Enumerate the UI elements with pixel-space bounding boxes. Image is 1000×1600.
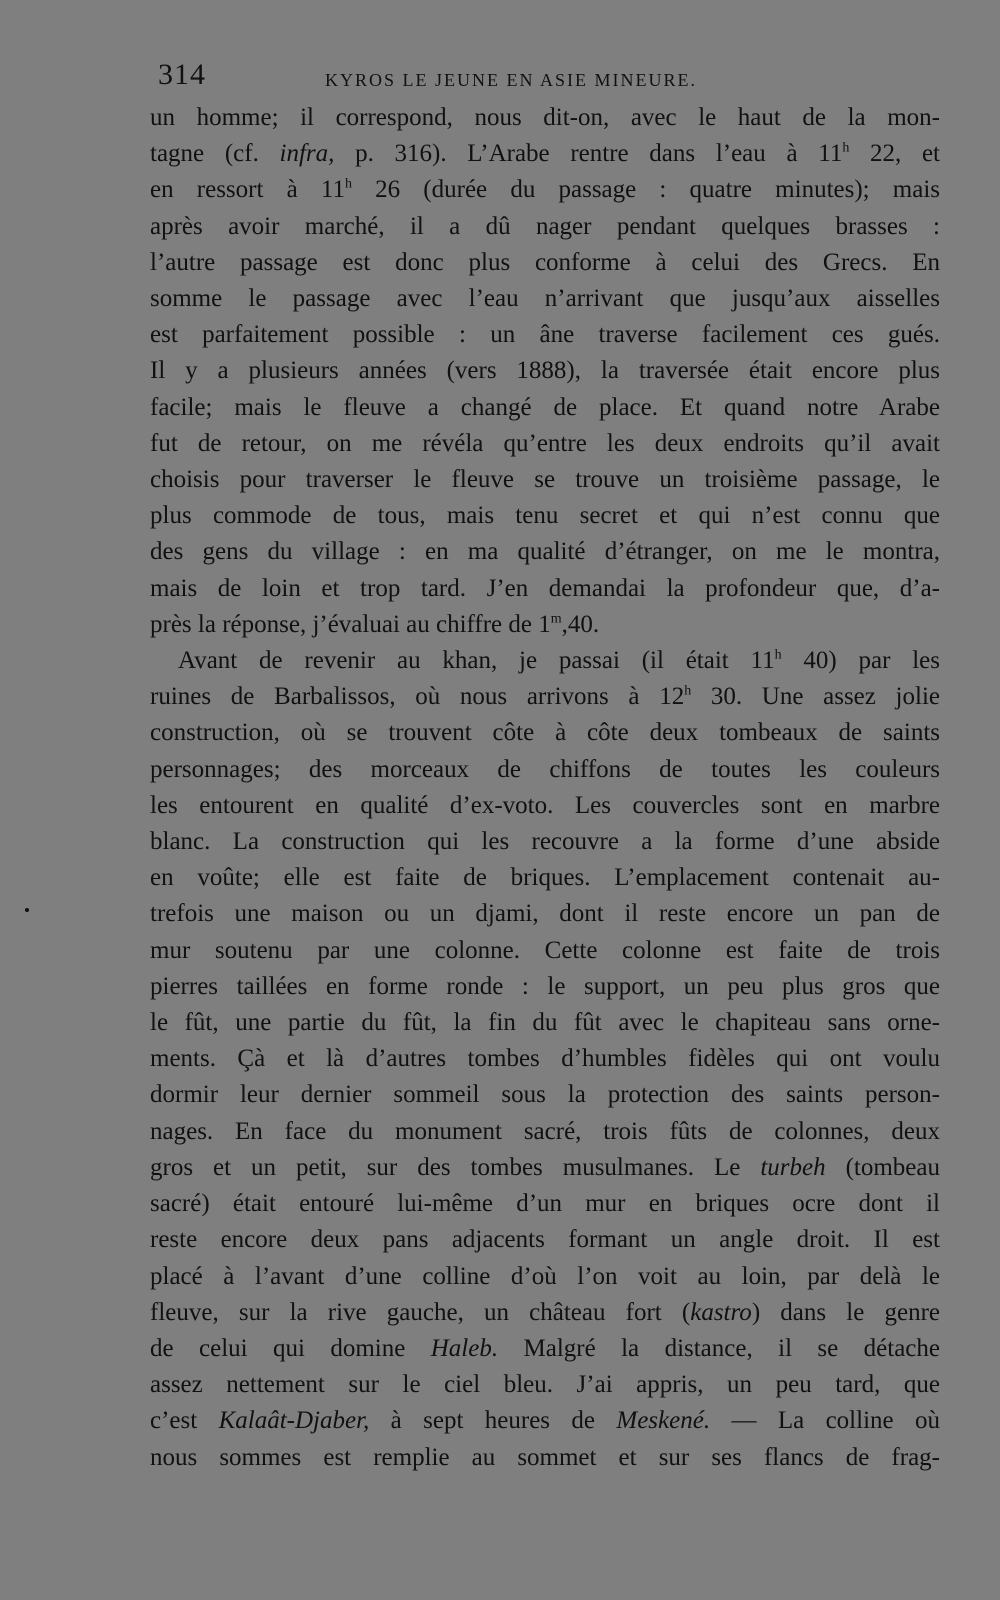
italic-place-name: Kalaât-Djaber, (218, 1407, 370, 1435)
text-line: de celui qui domine Haleb. Malgré la distance, il se détache (150, 1334, 940, 1362)
italic-place-name: Meskené. (616, 1407, 711, 1435)
text-line: pierres taillées en forme ronde : le support, un peu plus gros que (150, 972, 940, 1000)
text-line: un homme; il correspond, nous dit-on, avec le haut de la mon- (150, 104, 940, 131)
text-line: personnages; des morceaux de chiffons de toutes les couleurs (150, 755, 940, 783)
text-line: l’autre passage est donc plus conforme à celui des Grecs. En (150, 248, 940, 276)
text-line: assez nettement sur le ciel bleu. J’ai appris, un peu tard, que (150, 1371, 940, 1399)
text-line: après avoir marché, il a dû nager pendant quelques brasses : (150, 212, 940, 240)
running-title: KYROS LE JEUNE EN ASIE MINEURE. (325, 70, 697, 90)
body-text (150, 100, 940, 1476)
text-line: près la réponse, j’évaluai au chiffre de 1$^m$,40. (150, 610, 600, 638)
text-line: trefois une maison ou un djami, dont il reste encore un pan de (150, 900, 940, 928)
text-line: Avant de revenir au khan, je passai (il était 11$^h$ 40) par les (178, 647, 940, 675)
text-line: ruines de Barbalissos, où nous arrivons à 12$^h$ 30. Une assez jolie (150, 683, 940, 711)
text-line: dormir leur dernier sommeil sous la protection des saints person- (150, 1081, 940, 1109)
stray-mark (25, 908, 29, 912)
text-line: choisis pour traverser le fleuve se trouve un troisième passage, le (150, 466, 940, 494)
paragraph-2 (150, 643, 940, 1476)
text-line: les entourent en qualité d’ex-voto. Les couvercles sont en marbre (150, 791, 940, 819)
text-line: facile; mais le fleuve a changé de place. Et quand notre Arabe (150, 393, 940, 421)
text-line: mur soutenu par une colonne. Cette colonne est faite de trois (150, 936, 940, 964)
italic-reference: infra, (279, 140, 335, 168)
paragraph-1 (150, 100, 940, 643)
text-line: des gens du village : en ma qualité d’étranger, on me le montra, (150, 538, 940, 566)
text-line: reste encore deux pans adjacents formant un angle droit. Il est (150, 1226, 940, 1254)
text-line: placé à l’avant d’une colline d’où l’on voit au loin, par delà le (150, 1262, 940, 1290)
text-line: plus commode de tous, mais tenu secret et qui n’est connu que (150, 502, 940, 530)
document-page (150, 56, 940, 1476)
text-line: c’est Kalaât-Djaber, à sept heures de Meskené. — La colline où (150, 1407, 940, 1435)
text-line: fleuve, sur la rive gauche, un château fort (kastro) dans le genre (150, 1298, 940, 1326)
text-line: nages. En face du monument sacré, trois fûts de colonnes, deux (150, 1117, 940, 1145)
text-line: le fût, une partie du fût, la fin du fût avec le chapiteau sans orne- (150, 1009, 940, 1037)
text-line: Il y a plusieurs années (vers 1888), la traversée était encore plus (150, 357, 940, 385)
text-line: en voûte; elle est faite de briques. L’emplacement contenait au- (150, 864, 940, 892)
text-line: ments. Çà et là d’autres tombes d’humbles fidèles qui ont voulu (150, 1045, 940, 1073)
text-line: nous sommes est remplie au sommet et sur ses flancs de frag- (150, 1443, 940, 1471)
text-line: somme le passage avec l’eau n’arrivant que jusqu’aux aisselles (150, 285, 940, 313)
text-line: sacré) était entouré lui-même d’un mur en briques ocre dont il (150, 1190, 940, 1218)
page-header (150, 56, 940, 100)
text-line: blanc. La construction qui les recouvre a la forme d’une abside (150, 828, 940, 856)
italic-place-name: Haleb. (430, 1334, 499, 1362)
text-line: en ressort à 11$^h$ 26 (durée du passage : quatre minutes); mais (150, 176, 940, 204)
text-line: mais de loin et trop tard. J’en demandai la profondeur que, d’a- (150, 574, 940, 602)
text-line: construction, où se trouvent côte à côte deux tombeaux de saints (150, 719, 940, 747)
text-line: fut de retour, on me révéla qu’entre les deux endroits qu’il avait (150, 429, 940, 457)
italic-term: kastro (690, 1298, 752, 1326)
text-line: est parfaitement possible : un âne traverse facilement ces gués. (150, 321, 940, 349)
text-line: tagne (cf. infra, p. 316). L’Arabe rentre dans l’eau à 11$^h$ 22, et (150, 140, 940, 168)
italic-term: turbeh (760, 1153, 826, 1181)
page-number: 314 (158, 58, 206, 91)
text-line: gros et un petit, sur des tombes musulmanes. Le turbeh (tombeau (150, 1153, 940, 1181)
